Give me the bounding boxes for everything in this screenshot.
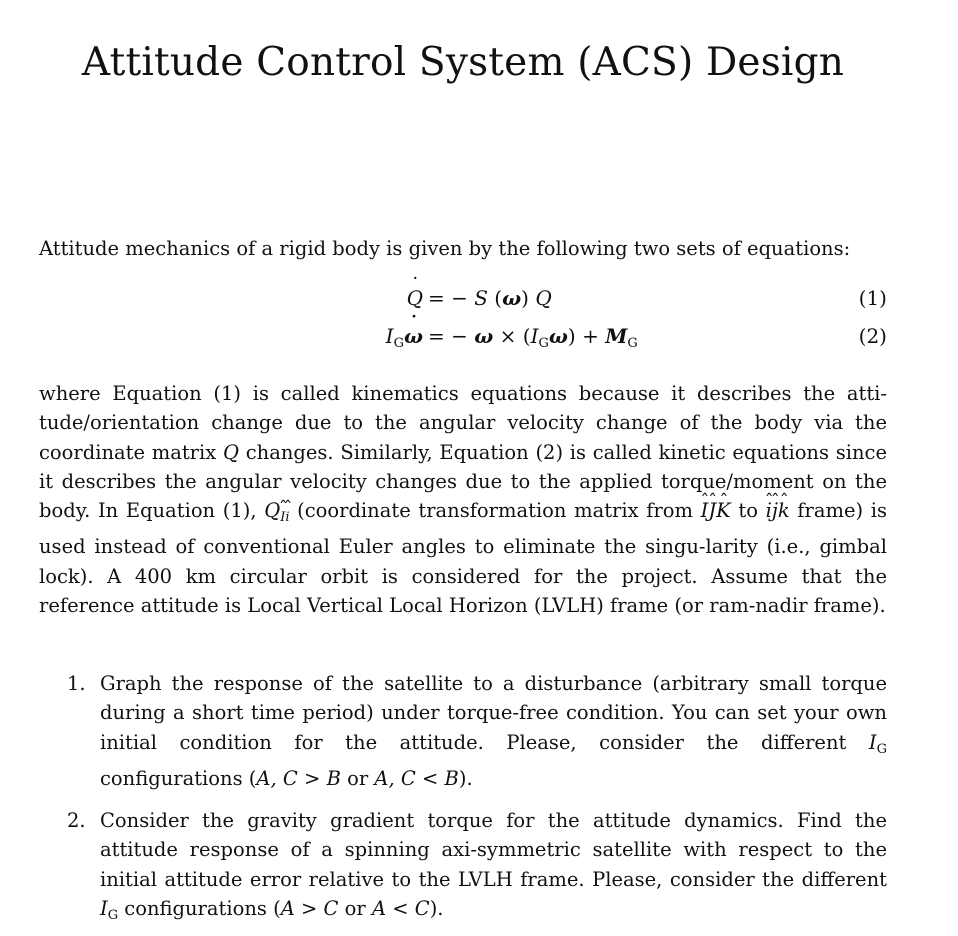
list-item: 2. Consider the gravity gradient torque for the attitude dynamics. Find the attitude response of a spinning axi-symmetric satellite with respect to the initial attitude error relative to the LVLH frame. Please, consider the different $I_G$ configurations (A > C or A < C).: [39, 806, 887, 930]
paragraph-part-3: (coordinate transformation matrix from: [289, 499, 701, 523]
equation-1-lhs: ˙ Q: [407, 286, 423, 310]
page-title: Attitude Control System (ACS) Design: [81, 40, 845, 85]
equation-2-rhs: = − $\omega \times (I_G\omega) + M_G$: [428, 324, 638, 351]
paragraph-part-4: frame) is used instead of conventional Euler angles to eliminate the singu-larity (i.e., gimbal lock). A 400 km circular orbit is considered for the project. Assume that the reference attitude is Local Vertical Local Horizon (LVLH) frame (or ram-nadir frame).: [39, 499, 887, 618]
equation-2: [39, 324, 887, 356]
list-item-text: Consider the gravity gradient torque for the attitude dynamics. Find the attitude response of a spinning axi-symmetric satellite with respect to the initial attitude error relative to the LVLH frame. Please, consider the different: [100, 809, 887, 891]
equation-2-number: (2): [858, 324, 887, 348]
list-item-text: Graph the response of the satellite to a disturbance (arbitrary small torque during a short time period) under torque-free condition. You can set your own initial condition for the attitude. Please, consider the different: [100, 672, 887, 754]
equation-1: [39, 286, 887, 318]
paragraph-part-1: where Equation (1) is called kinematics equations because it describes the atti-tude/orientation change due to the angular velocity change of the body via the coordinate matrix: [39, 382, 887, 464]
paragraph-part-2: changes. Similarly, Equation (2) is called kinetic equations since it describes the angular velocity changes due to the applied torque/moment on the body. In Equation (1),: [39, 440, 887, 523]
equation-1-number: (1): [858, 286, 887, 310]
paragraph-q-symbol: Q: [222, 440, 239, 464]
list-item-marker: 2.: [67, 809, 86, 832]
list-item-tail: configurations: [118, 896, 274, 920]
list-item-tail: configurations: [100, 766, 249, 790]
equation-2-lhs: $I_G˙$ ω: [386, 324, 423, 351]
list-item-marker: 1.: [67, 672, 86, 695]
list-item: 1. Graph the response of the satellite to a disturbance (arbitrary small torque during a short time period) under torque-free condition. You can set your own initial condition for the attitude. Please, consider the different $I_G$ configurations (A, C > B or A, C < B).: [39, 669, 887, 793]
intro-text: Attitude mechanics of a rigid body is given by the following two sets of equations:: [39, 237, 851, 260]
equation-1-rhs: = − S (ω) Q: [428, 286, 552, 310]
body-paragraph: where Equation (1) is called kinematics equations because it describes the atti-tude/orientation change due to the angular velocity change of the body via the coordinate matrix Q changes. Similarly, Equation (2) is called kinetic equations since it describes the angular velocity changes due to the applied torque/moment on the body. In Equation (1), Qˆ $_{Iˆ i}$ (coordinate transformation matrix from ˆ Iˆ Jˆ K to ˆ iˆ jˆ k frame) is used instead of conventional Euler angles to eliminate the singu-larity (i.e., gimbal lock). A 400 km circular orbit is considered for the project. Assume that the reference attitude is Local Vertical Local Horizon (LVLH) frame (or ram-nadir frame).: [39, 379, 887, 620]
